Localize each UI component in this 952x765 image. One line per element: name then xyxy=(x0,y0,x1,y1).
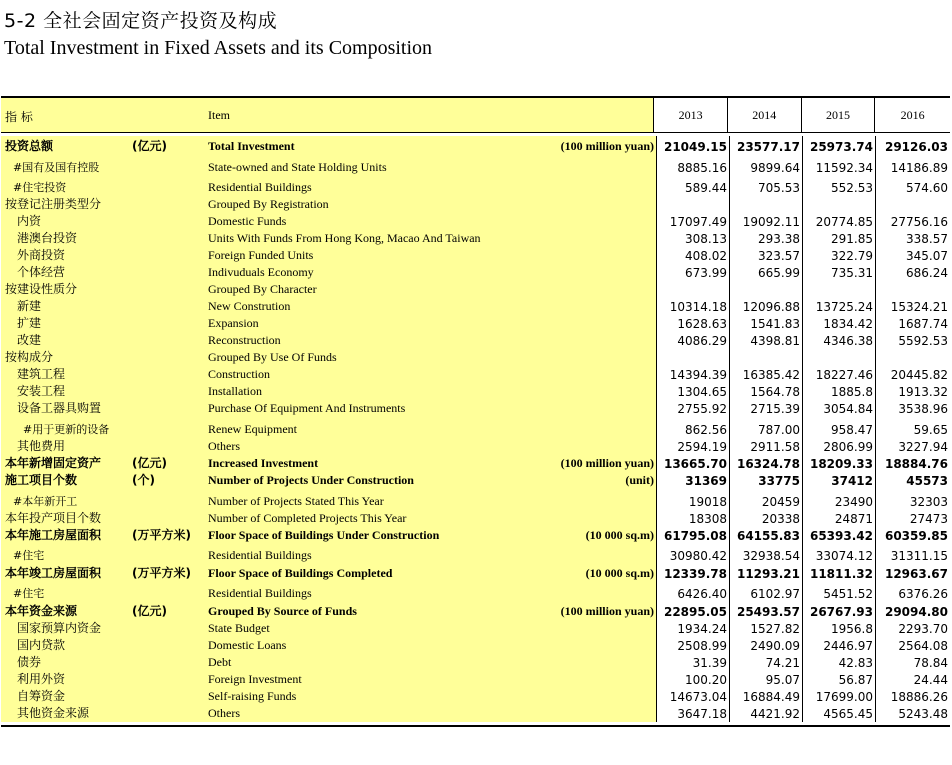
table-row xyxy=(1,544,950,564)
row-label-en: Floor Space of Buildings Under Construction xyxy=(208,528,440,542)
table-row xyxy=(1,455,950,472)
value-cell: 12339.78 xyxy=(656,564,729,582)
value-cell: 12963.67 xyxy=(875,564,950,582)
value-cell: 74.21 xyxy=(729,654,802,671)
row-label-cn: 按构成分 xyxy=(5,350,54,364)
row-label-cell xyxy=(1,582,656,602)
row-label-cell xyxy=(1,281,656,298)
row-label-cn: 本年投产项目个数 xyxy=(5,511,102,525)
value-cell: 16385.42 xyxy=(729,366,802,383)
value-cell: 308.13 xyxy=(656,230,729,247)
row-label-cell xyxy=(1,489,656,510)
row-label-cell xyxy=(1,438,656,455)
row-label-en: New Constrution xyxy=(208,299,291,313)
row-label-en: Grouped By Registration xyxy=(208,197,329,211)
value-cell xyxy=(656,196,729,213)
value-cell: 1913.32 xyxy=(875,383,950,400)
row-label-en: Debt xyxy=(208,655,232,669)
value-cell: 2564.08 xyxy=(875,637,950,654)
row-unit-en: (100 million yuan) xyxy=(560,139,654,153)
table-row xyxy=(1,637,950,654)
row-unit-cn: (亿元) xyxy=(132,604,167,618)
value-cell: 958.47 xyxy=(802,417,875,438)
header-indicator: 指 标 xyxy=(5,110,33,124)
row-unit-cn: (万平方米) xyxy=(132,566,191,580)
value-cell: 1541.83 xyxy=(729,315,802,332)
value-cell: 30980.42 xyxy=(656,544,729,564)
row-label-cn: 个体经营 xyxy=(17,265,66,279)
value-cell: 552.53 xyxy=(802,176,875,196)
row-label-en: Number of Projects Stated This Year xyxy=(208,494,384,508)
row-label-cn: 自筹资金 xyxy=(17,689,66,703)
value-cell: 18227.46 xyxy=(802,366,875,383)
row-label-en: Self-raising Funds xyxy=(208,689,297,703)
table-row xyxy=(1,213,950,230)
value-cell: 16884.49 xyxy=(729,688,802,705)
table-row xyxy=(1,489,950,510)
value-cell: 3647.18 xyxy=(656,705,729,722)
value-cell xyxy=(729,349,802,366)
value-cell: 20459 xyxy=(729,489,802,510)
value-cell: 25973.74 xyxy=(802,136,875,155)
value-cell: 65393.42 xyxy=(802,527,875,544)
row-label-en: Installation xyxy=(208,384,262,398)
row-label-en: Others xyxy=(208,439,240,453)
value-cell: 27756.16 xyxy=(875,213,950,230)
value-cell: 589.44 xyxy=(656,176,729,196)
row-label-en: Residential Buildings xyxy=(208,548,312,562)
row-label-cn: 港澳台投资 xyxy=(17,231,78,245)
table-row xyxy=(1,417,950,438)
value-cell: 14673.04 xyxy=(656,688,729,705)
row-label-cell xyxy=(1,366,656,383)
value-cell: 1304.65 xyxy=(656,383,729,400)
row-label-cell xyxy=(1,602,656,620)
value-cell: 686.24 xyxy=(875,264,950,281)
value-cell: 25493.57 xyxy=(729,602,802,620)
value-cell: 29094.80 xyxy=(875,602,950,620)
value-cell xyxy=(875,281,950,298)
value-cell: 31311.15 xyxy=(875,544,950,564)
value-cell: 2490.09 xyxy=(729,637,802,654)
value-cell: 1885.8 xyxy=(802,383,875,400)
row-label-cn: 投资总额 xyxy=(5,139,54,153)
value-cell: 11592.34 xyxy=(802,155,875,176)
value-cell xyxy=(875,349,950,366)
row-label-cell xyxy=(1,298,656,315)
value-cell: 27473 xyxy=(875,510,950,527)
value-cell: 338.57 xyxy=(875,230,950,247)
row-label-cell xyxy=(1,510,656,527)
table-row xyxy=(1,671,950,688)
value-cell: 735.31 xyxy=(802,264,875,281)
table-row xyxy=(1,472,950,489)
table-row xyxy=(1,155,950,176)
row-label-en: Indivuduals Economy xyxy=(208,265,314,279)
value-cell: 61795.08 xyxy=(656,527,729,544)
value-cell: 18886.26 xyxy=(875,688,950,705)
row-label-en: Purchase Of Equipment And Instruments xyxy=(208,401,406,415)
header-year: 2015 xyxy=(801,98,875,132)
value-cell: 4086.29 xyxy=(656,332,729,349)
title-chinese: 5-2 全社会固定资产投资及构成 xyxy=(4,10,278,32)
row-label-cell xyxy=(1,455,656,472)
value-cell: 6426.40 xyxy=(656,582,729,602)
row-label-en: Renew Equipment xyxy=(208,422,297,436)
row-label-cell xyxy=(1,247,656,264)
row-label-cn: #住宅 xyxy=(13,549,45,562)
header-label-cell xyxy=(1,98,653,132)
value-cell: 20774.85 xyxy=(802,213,875,230)
value-cell: 665.99 xyxy=(729,264,802,281)
row-unit-cn: (亿元) xyxy=(132,456,167,470)
value-cell: 12096.88 xyxy=(729,298,802,315)
row-label-cn: 其他资金来源 xyxy=(17,706,90,720)
value-cell: 19092.11 xyxy=(729,213,802,230)
row-label-cell xyxy=(1,400,656,417)
row-label-en: Expansion xyxy=(208,316,259,330)
row-label-en: Total Investment xyxy=(208,139,295,153)
table-row xyxy=(1,196,950,213)
table-row xyxy=(1,620,950,637)
value-cell: 291.85 xyxy=(802,230,875,247)
row-label-en: State-owned and State Holding Units xyxy=(208,160,387,174)
row-label-cn: 国内贷款 xyxy=(17,638,66,652)
value-cell: 5451.52 xyxy=(802,582,875,602)
row-label-cell xyxy=(1,264,656,281)
value-cell: 56.87 xyxy=(802,671,875,688)
table-row xyxy=(1,438,950,455)
value-cell: 18308 xyxy=(656,510,729,527)
value-cell xyxy=(656,349,729,366)
row-label-cn: 按登记注册类型分 xyxy=(5,197,102,211)
value-cell: 45573 xyxy=(875,472,950,489)
table-row xyxy=(1,230,950,247)
row-label-en: Domestic Loans xyxy=(208,638,287,652)
row-label-cell xyxy=(1,196,656,213)
value-cell: 9899.64 xyxy=(729,155,802,176)
row-label-cell xyxy=(1,688,656,705)
value-cell: 95.07 xyxy=(729,671,802,688)
row-label-en: Grouped By Source of Funds xyxy=(208,604,357,618)
value-cell: 33775 xyxy=(729,472,802,489)
value-cell xyxy=(802,196,875,213)
value-cell: 17097.49 xyxy=(656,213,729,230)
row-label-cn: 新建 xyxy=(17,299,42,313)
row-label-cn: 其他费用 xyxy=(17,439,66,453)
value-cell: 100.20 xyxy=(656,671,729,688)
value-cell: 2508.99 xyxy=(656,637,729,654)
value-cell: 14186.89 xyxy=(875,155,950,176)
row-label-cell xyxy=(1,544,656,564)
value-cell: 673.99 xyxy=(656,264,729,281)
row-label-en: Grouped By Use Of Funds xyxy=(208,350,337,364)
row-label-cell xyxy=(1,472,656,489)
value-cell: 11293.21 xyxy=(729,564,802,582)
row-label-cn: 改建 xyxy=(17,333,42,347)
value-cell: 13665.70 xyxy=(656,455,729,472)
row-label-cn: 本年竣工房屋面积 xyxy=(5,566,102,580)
value-cell: 4565.45 xyxy=(802,705,875,722)
row-unit-cn: (亿元) xyxy=(132,139,167,153)
row-label-cell xyxy=(1,315,656,332)
row-label-cell xyxy=(1,654,656,671)
value-cell: 4346.38 xyxy=(802,332,875,349)
table-row xyxy=(1,582,950,602)
value-cell: 2911.58 xyxy=(729,438,802,455)
row-label-cn: 扩建 xyxy=(17,316,42,330)
row-unit-en: (10 000 sq.m) xyxy=(585,566,654,580)
row-label-cn: 外商投资 xyxy=(17,248,66,262)
value-cell: 60359.85 xyxy=(875,527,950,544)
table-row xyxy=(1,564,950,582)
row-label-cell xyxy=(1,564,656,582)
value-cell: 345.07 xyxy=(875,247,950,264)
value-cell: 2594.19 xyxy=(656,438,729,455)
value-cell: 22895.05 xyxy=(656,602,729,620)
value-cell: 1934.24 xyxy=(656,620,729,637)
row-label-cell xyxy=(1,136,656,155)
value-cell: 3227.94 xyxy=(875,438,950,455)
value-cell: 21049.15 xyxy=(656,136,729,155)
value-cell: 1834.42 xyxy=(802,315,875,332)
value-cell xyxy=(656,281,729,298)
row-label-cell xyxy=(1,527,656,544)
row-label-en: Grouped By Character xyxy=(208,282,317,296)
value-cell: 42.83 xyxy=(802,654,875,671)
table-row xyxy=(1,366,950,383)
row-label-en: Residential Buildings xyxy=(208,586,312,600)
row-label-en: Reconstruction xyxy=(208,333,281,347)
row-label-en: Foreign Investment xyxy=(208,672,302,686)
value-cell: 408.02 xyxy=(656,247,729,264)
table-row xyxy=(1,136,950,155)
value-cell: 14394.39 xyxy=(656,366,729,383)
row-unit-en: (100 million yuan) xyxy=(560,456,654,470)
table-row xyxy=(1,602,950,620)
row-label-cn: 本年资金来源 xyxy=(5,604,78,618)
row-label-cell xyxy=(1,332,656,349)
value-cell: 15324.21 xyxy=(875,298,950,315)
value-cell: 24871 xyxy=(802,510,875,527)
row-label-cn: 按建设性质分 xyxy=(5,282,78,296)
table-row xyxy=(1,264,950,281)
value-cell: 17699.00 xyxy=(802,688,875,705)
value-cell: 293.38 xyxy=(729,230,802,247)
row-label-cell xyxy=(1,349,656,366)
table-body xyxy=(1,133,950,725)
row-label-en: Floor Space of Buildings Completed xyxy=(208,566,393,580)
value-cell xyxy=(802,281,875,298)
table-row xyxy=(1,400,950,417)
value-cell: 5243.48 xyxy=(875,705,950,722)
table-row xyxy=(1,527,950,544)
row-label-en: Others xyxy=(208,706,240,720)
value-cell: 4421.92 xyxy=(729,705,802,722)
header-item: Item xyxy=(208,108,230,122)
row-label-cell xyxy=(1,230,656,247)
row-label-cell xyxy=(1,155,656,176)
value-cell: 2293.70 xyxy=(875,620,950,637)
header-year: 2013 xyxy=(653,98,727,132)
value-cell: 32938.54 xyxy=(729,544,802,564)
row-label-en: Foreign Funded Units xyxy=(208,248,314,262)
value-cell: 59.65 xyxy=(875,417,950,438)
value-cell: 8885.16 xyxy=(656,155,729,176)
value-cell: 20445.82 xyxy=(875,366,950,383)
table-header xyxy=(1,98,950,133)
value-cell: 5592.53 xyxy=(875,332,950,349)
value-cell: 787.00 xyxy=(729,417,802,438)
value-cell: 24.44 xyxy=(875,671,950,688)
row-label-cn: 利用外资 xyxy=(17,672,66,686)
value-cell: 1564.78 xyxy=(729,383,802,400)
value-cell: 1628.63 xyxy=(656,315,729,332)
value-cell: 29126.03 xyxy=(875,136,950,155)
table-row xyxy=(1,176,950,196)
value-cell: 23577.17 xyxy=(729,136,802,155)
value-cell: 2755.92 xyxy=(656,400,729,417)
row-label-cell xyxy=(1,213,656,230)
value-cell: 33074.12 xyxy=(802,544,875,564)
table-row xyxy=(1,383,950,400)
value-cell: 705.53 xyxy=(729,176,802,196)
value-cell xyxy=(729,281,802,298)
value-cell: 31.39 xyxy=(656,654,729,671)
table-row xyxy=(1,654,950,671)
value-cell: 16324.78 xyxy=(729,455,802,472)
row-label-cn: #国有及国有控股 xyxy=(13,161,100,174)
value-cell: 6102.97 xyxy=(729,582,802,602)
table-row xyxy=(1,332,950,349)
value-cell xyxy=(802,349,875,366)
row-label-cn: #住宅 xyxy=(13,587,45,600)
value-cell: 6376.26 xyxy=(875,582,950,602)
table-row xyxy=(1,281,950,298)
table-row xyxy=(1,688,950,705)
value-cell: 32303 xyxy=(875,489,950,510)
row-label-en: State Budget xyxy=(208,621,270,635)
row-label-cn: 本年新增固定资产 xyxy=(5,456,102,470)
value-cell: 323.57 xyxy=(729,247,802,264)
value-cell: 19018 xyxy=(656,489,729,510)
value-cell: 3054.84 xyxy=(802,400,875,417)
value-cell: 78.84 xyxy=(875,654,950,671)
value-cell: 1956.8 xyxy=(802,620,875,637)
row-label-cn: 国家预算内资金 xyxy=(17,621,102,635)
row-unit-cn: (个) xyxy=(132,473,155,487)
value-cell: 64155.83 xyxy=(729,527,802,544)
row-label-cell xyxy=(1,620,656,637)
value-cell: 862.56 xyxy=(656,417,729,438)
value-cell: 20338 xyxy=(729,510,802,527)
value-cell: 574.60 xyxy=(875,176,950,196)
row-label-en: Increased Investment xyxy=(208,456,319,470)
title-english: Total Investment in Fixed Assets and its Composition xyxy=(4,37,433,59)
row-label-cn: 内资 xyxy=(17,214,42,228)
row-label-cell xyxy=(1,705,656,722)
row-label-cn: #用于更新的设备 xyxy=(23,423,110,436)
value-cell xyxy=(875,196,950,213)
table-row xyxy=(1,349,950,366)
row-label-en: Number of Projects Under Construction xyxy=(208,473,414,487)
value-cell: 11811.32 xyxy=(802,564,875,582)
row-label-cn: 本年施工房屋面积 xyxy=(5,528,102,542)
table-row xyxy=(1,705,950,722)
investment-table xyxy=(1,96,950,727)
header-year: 2016 xyxy=(874,98,950,132)
row-unit-en: (10 000 sq.m) xyxy=(585,528,654,542)
row-label-en: Number of Completed Projects This Year xyxy=(208,511,407,525)
row-label-cn: 施工项目个数 xyxy=(5,473,78,487)
row-label-cell xyxy=(1,383,656,400)
value-cell: 18884.76 xyxy=(875,455,950,472)
row-label-cn: 安装工程 xyxy=(17,384,66,398)
row-label-en: Domestic Funds xyxy=(208,214,287,228)
row-label-cn: #住宅投资 xyxy=(13,181,67,194)
row-label-cell xyxy=(1,671,656,688)
value-cell: 3538.96 xyxy=(875,400,950,417)
value-cell: 322.79 xyxy=(802,247,875,264)
row-label-en: Units With Funds From Hong Kong, Macao And Taiwan xyxy=(208,231,481,245)
row-unit-cn: (万平方米) xyxy=(132,528,191,542)
value-cell: 4398.81 xyxy=(729,332,802,349)
value-cell: 13725.24 xyxy=(802,298,875,315)
value-cell: 18209.33 xyxy=(802,455,875,472)
value-cell: 2446.97 xyxy=(802,637,875,654)
value-cell: 2806.99 xyxy=(802,438,875,455)
table-row xyxy=(1,315,950,332)
value-cell: 1527.82 xyxy=(729,620,802,637)
table-row xyxy=(1,247,950,264)
row-label-cn: #本年新开工 xyxy=(13,495,78,508)
value-cell: 26767.93 xyxy=(802,602,875,620)
value-cell: 31369 xyxy=(656,472,729,489)
row-unit-en: (100 million yuan) xyxy=(560,604,654,618)
row-label-cn: 债券 xyxy=(17,655,42,669)
value-cell: 2715.39 xyxy=(729,400,802,417)
value-cell: 1687.74 xyxy=(875,315,950,332)
row-label-cell xyxy=(1,176,656,196)
table-row xyxy=(1,510,950,527)
row-unit-en: (unit) xyxy=(625,473,654,487)
table-row xyxy=(1,298,950,315)
value-cell xyxy=(729,196,802,213)
value-cell: 10314.18 xyxy=(656,298,729,315)
value-cell: 37412 xyxy=(802,472,875,489)
row-label-cell xyxy=(1,637,656,654)
row-label-cell xyxy=(1,417,656,438)
row-label-en: Construction xyxy=(208,367,270,381)
row-label-cn: 设备工器具购置 xyxy=(17,401,102,415)
row-label-cn: 建筑工程 xyxy=(17,367,66,381)
header-year: 2014 xyxy=(727,98,801,132)
row-label-en: Residential Buildings xyxy=(208,180,312,194)
value-cell: 23490 xyxy=(802,489,875,510)
